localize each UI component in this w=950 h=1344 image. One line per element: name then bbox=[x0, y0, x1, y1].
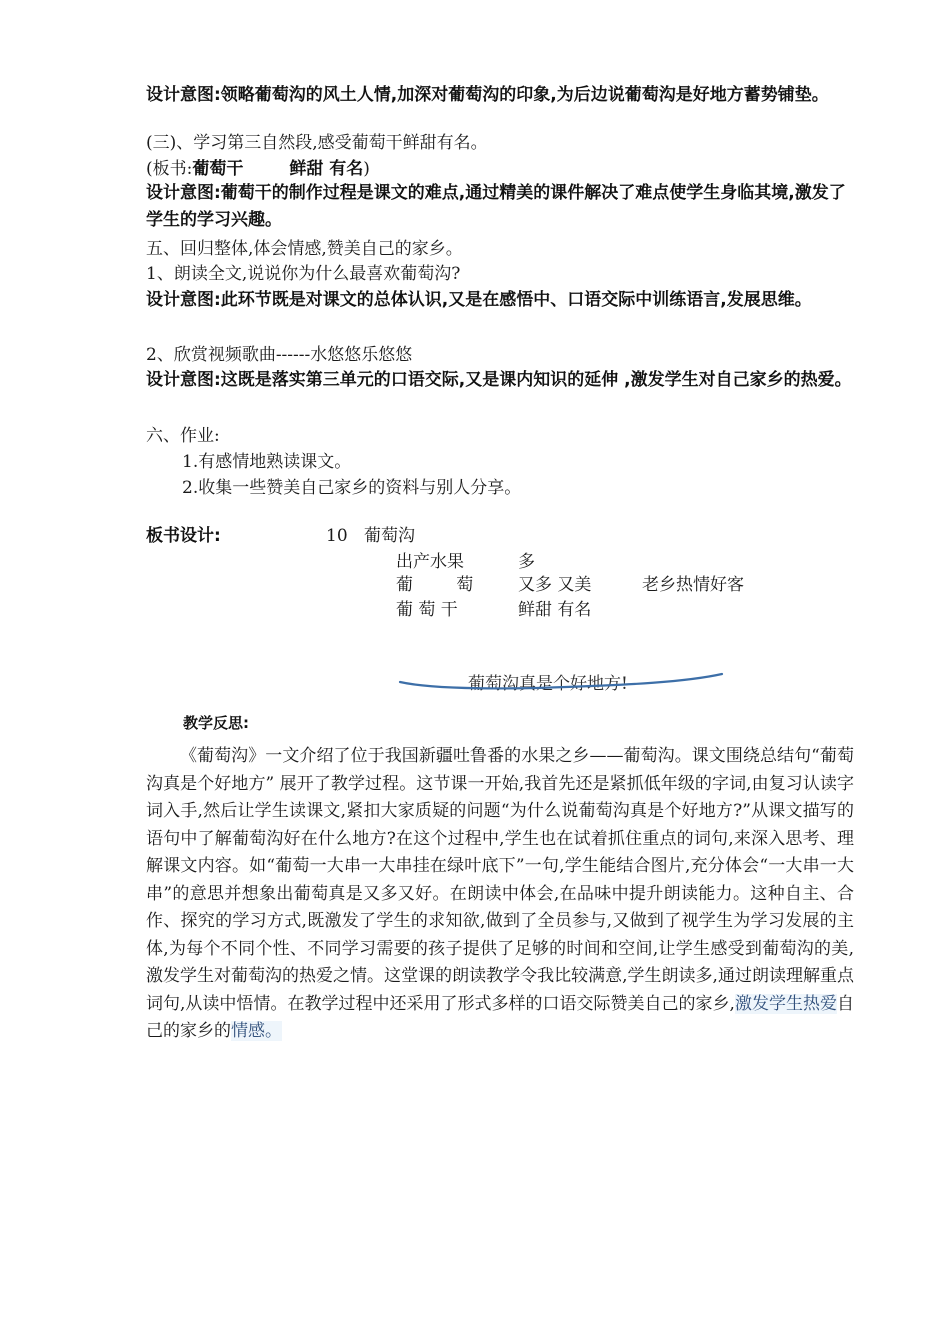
reflection-heading: 教学反思: bbox=[183, 714, 249, 732]
board-lesson-number: 10 bbox=[326, 526, 348, 546]
design-intent-1: 设计意图:领略葡萄沟的风土人情,加深对葡萄沟的印象,为后边说葡萄沟是好地方蓄势铺垫。 bbox=[146, 85, 829, 105]
board-row3-left: 葡 萄 干 bbox=[396, 600, 458, 620]
board-note-prefix: (板书: bbox=[146, 159, 193, 179]
board-note-line bbox=[146, 156, 856, 183]
reflection-highlight-1: 激发学生热爱 bbox=[734, 993, 838, 1014]
reflection-highlight-2: 情感。 bbox=[231, 1021, 282, 1041]
reflection-tail-text: 自己的家乡的 bbox=[146, 993, 855, 1041]
board-design-label: 板书设计: bbox=[146, 526, 221, 546]
homework-item-1: 1.有感情地熟读课文。 bbox=[182, 452, 352, 472]
reflection-body bbox=[146, 743, 854, 1046]
board-row2-mid: 又多 又美 bbox=[518, 575, 592, 595]
design-intent-2: 设计意图:葡萄干的制作过程是课文的难点,通过精美的课件解决了难点使学生身临其境,激发了学生的学习兴趣。 bbox=[146, 183, 846, 230]
homework-item-2: 2.收集一些赞美自己家乡的资料与别人分享。 bbox=[182, 478, 522, 498]
reflection-body-text: 《葡萄沟》一文介绍了位于我国新疆吐鲁番的水果之乡——葡萄沟。课文围绕总结句“葡萄沟真是个好地方” 展开了教学过程。这节课一开始,我首先还是紧抓低年级的字词,由复习认读字词入手,然后让学生读课文,紧扣大家质疑的问题“为什么说葡萄沟真是个好地方?”从课文描写的语句中了解葡萄沟好在什么地方?在这个过程中,学生也在试着抓住重点的词句,来深入思考、理解课文内容。如“葡萄一大串一大串挂在绿叶底下”一句,学生能结合图片,充分体会“一大串一大串”的意思并想象出葡萄真是又多又好。在朗读中体会,在品味中提升朗读能力。这种自主、合作、探究的学习方式,既激发了学生的求知欲,做到了全员参与,又做到了视学生为学习发展的主体,为每个不同个性、不同学习需要的孩子提供了足够的时间和空间,让学生感受到葡萄沟的美,激发学生对葡萄沟的热爱之情。这堂课的朗读教学令我比较满意,学生朗读多,通过朗读理解重点词句,从读中悟情。在教学过程中还采用了形式多样的口语交际赞美自己的家乡, bbox=[146, 746, 854, 1014]
board-summary: 葡萄沟真是个好地方! bbox=[468, 674, 628, 694]
section-3-heading: (三)、学习第三自然段,感受葡萄干鲜甜有名。 bbox=[146, 133, 488, 153]
board-row2-left: 葡 萄 bbox=[396, 575, 474, 595]
design-intent-4: 设计意图:这既是落实第三单元的口语交际,又是课内知识的延伸 ,激发学生对自己家乡的热爱。 bbox=[146, 370, 852, 390]
board-row2-right: 老乡热情好客 bbox=[642, 575, 744, 595]
section-5-item-1: 1、朗读全文,说说你为什么最喜欢葡萄沟? bbox=[146, 264, 461, 284]
design-intent-3: 设计意图:此环节既是对课文的总体认识,又是在感悟中、口语交际中训练语言,发展思维。 bbox=[146, 290, 812, 310]
board-note-term-2: 鲜甜 有名 bbox=[289, 159, 364, 179]
board-row1-left: 出产水果 bbox=[396, 552, 464, 572]
board-row1-mid: 多 bbox=[518, 552, 535, 572]
section-5-item-2: 2、欣赏视频歌曲------水悠悠乐悠悠 bbox=[146, 345, 413, 365]
board-note-term-1: 葡萄干 bbox=[192, 159, 244, 179]
board-row3-mid: 鲜甜 有名 bbox=[518, 600, 592, 620]
section-6-heading: 六、作业: bbox=[146, 426, 220, 446]
board-note-suffix: ) bbox=[363, 159, 370, 179]
hand-drawn-underline bbox=[396, 670, 728, 694]
section-5-heading: 五、回归整体,体会情感,赞美自己的家乡。 bbox=[146, 239, 463, 259]
board-lesson-title: 葡萄沟 bbox=[364, 526, 415, 546]
